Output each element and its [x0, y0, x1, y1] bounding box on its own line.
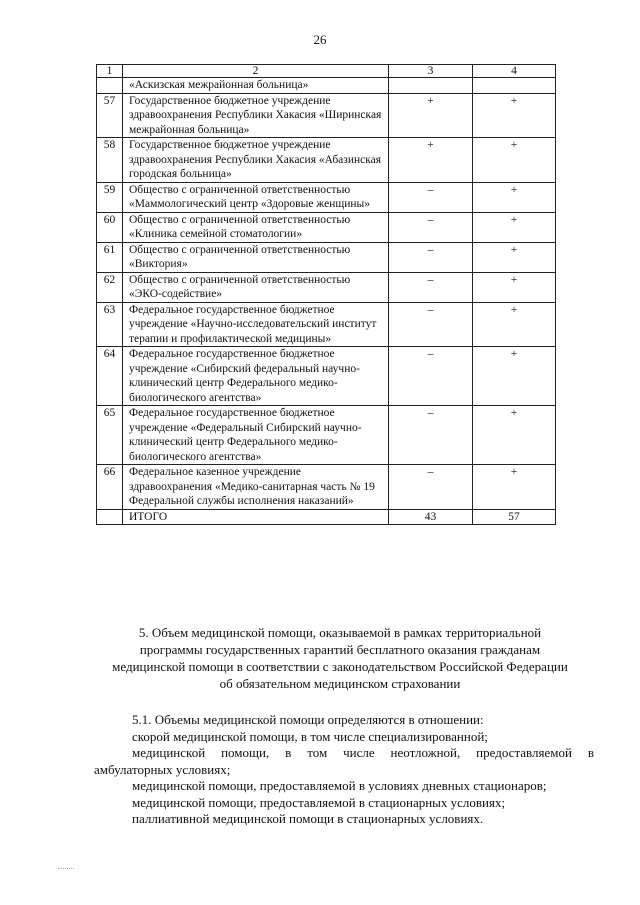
col3-mark: –: [389, 212, 473, 242]
total-label: ИТОГО: [123, 509, 389, 525]
col4-mark: +: [473, 212, 556, 242]
row-number: 66: [97, 465, 123, 510]
organizations-table: [96, 64, 556, 525]
organization-name: Федеральное государственное бюджетное учреждение «Сибирский федеральный научно-клинический центр Федерального медико-биологического агентства»: [123, 347, 389, 406]
row-number: 65: [97, 406, 123, 465]
col3-mark: –: [389, 242, 473, 272]
page-number: 26: [313, 32, 327, 47]
list-item: паллиативной медицинской помощи в стационарных условиях.: [132, 811, 484, 826]
header-col-1: 1: [97, 65, 123, 78]
row-number: 63: [97, 302, 123, 347]
header-col-3: 3: [389, 65, 473, 78]
organization-name: Общество с ограниченной ответственностью «Виктория»: [123, 242, 389, 272]
col4-mark: +: [473, 272, 556, 302]
organization-name: Государственное бюджетное учреждение здравоохранения Республики Хакасия «Ширинская межрайонная больница»: [123, 93, 389, 138]
header-col-4: 4: [473, 65, 556, 78]
total-col4: 57: [473, 509, 556, 525]
list-item-continuation: амбулаторных условиях;: [94, 761, 231, 777]
row-number: 59: [97, 182, 123, 212]
row-number: 58: [97, 138, 123, 183]
row-number: 62: [97, 272, 123, 302]
row-number: 57: [97, 93, 123, 138]
organization-name: Общество с ограниченной ответственностью «ЭКО-содействие»: [123, 272, 389, 302]
heading-line: об обязательном медицинском страховании: [219, 676, 461, 691]
col3-mark: –: [389, 406, 473, 465]
organization-name: Общество с ограниченной ответственностью «Маммологический центр «Здоровые женщины»: [123, 182, 389, 212]
table-row: [97, 78, 556, 94]
col3-mark: +: [389, 138, 473, 183]
organization-name: Государственное бюджетное учреждение здравоохранения Республики Хакасия «Абазинская городская больница»: [123, 138, 389, 183]
list-intro: 5.1. Объемы медицинской помощи определяются в отношении:: [132, 712, 484, 727]
col4-mark: [473, 78, 556, 94]
col4-mark: +: [473, 93, 556, 138]
table-row: [97, 302, 556, 347]
list-item: медицинской помощи, в том числе неотложной, предоставляемой в: [132, 745, 594, 760]
medical-care-volume-list: [94, 712, 594, 828]
organization-name: Федеральное государственное бюджетное учреждение «Научно-исследовательский институт терапии и профилактической медицины»: [123, 302, 389, 347]
col4-mark: +: [473, 347, 556, 406]
col3-mark: +: [389, 93, 473, 138]
table-row: [97, 272, 556, 302]
col3-mark: [389, 78, 473, 94]
col3-mark: –: [389, 272, 473, 302]
organization-name: «Аскизская межрайонная больница»: [123, 78, 389, 94]
organization-name: Федеральное казенное учреждение здравоохранения «Медико-санитарная часть № 19 Федеральной службы исполнения наказаний»: [123, 465, 389, 510]
total-row: [97, 509, 556, 525]
total-empty-cell: [97, 509, 123, 525]
total-col3: 43: [389, 509, 473, 525]
organization-name: Федеральное государственное бюджетное учреждение «Федеральный Сибирский научно-клинический центр Федерального медико-биологического агентства»: [123, 406, 389, 465]
heading-line: программы государственных гарантий бесплатного оказания гражданам: [139, 642, 541, 657]
heading-line: медицинской помощи в соответствии с законодательством Российской Федерации: [112, 659, 568, 674]
col3-mark: –: [389, 182, 473, 212]
row-number: 60: [97, 212, 123, 242]
heading-line: 5. Объем медицинской помощи, оказываемой в рамках территориальной: [138, 625, 542, 640]
list-item: медицинской помощи, предоставляемой в стационарных условиях;: [132, 794, 506, 810]
col4-mark: +: [473, 138, 556, 183]
col4-mark: +: [473, 182, 556, 212]
list-item: скорой медицинской помощи, в том числе специализированной;: [132, 728, 488, 744]
header-col-2: 2: [123, 65, 389, 78]
table-row: [97, 212, 556, 242]
row-number: [97, 78, 123, 94]
organization-name: Общество с ограниченной ответственностью «Клиника семейной стоматологии»: [123, 212, 389, 242]
table-row: [97, 93, 556, 138]
col3-mark: –: [389, 347, 473, 406]
col4-mark: +: [473, 242, 556, 272]
col4-mark: +: [473, 406, 556, 465]
col4-mark: +: [473, 465, 556, 510]
table-row: [97, 138, 556, 183]
table-header-row: [97, 65, 556, 78]
table-row: [97, 406, 556, 465]
row-number: 61: [97, 242, 123, 272]
section-5-heading: [80, 624, 600, 692]
col3-mark: –: [389, 302, 473, 347]
col4-mark: +: [473, 302, 556, 347]
scan-mark: [58, 868, 74, 871]
list-item: медицинской помощи, предоставляемой в условиях дневных стационаров;: [132, 778, 547, 793]
col3-mark: –: [389, 465, 473, 510]
row-number: 64: [97, 347, 123, 406]
table-row: [97, 465, 556, 510]
table-row: [97, 182, 556, 212]
table-row: [97, 242, 556, 272]
table-row: [97, 347, 556, 406]
